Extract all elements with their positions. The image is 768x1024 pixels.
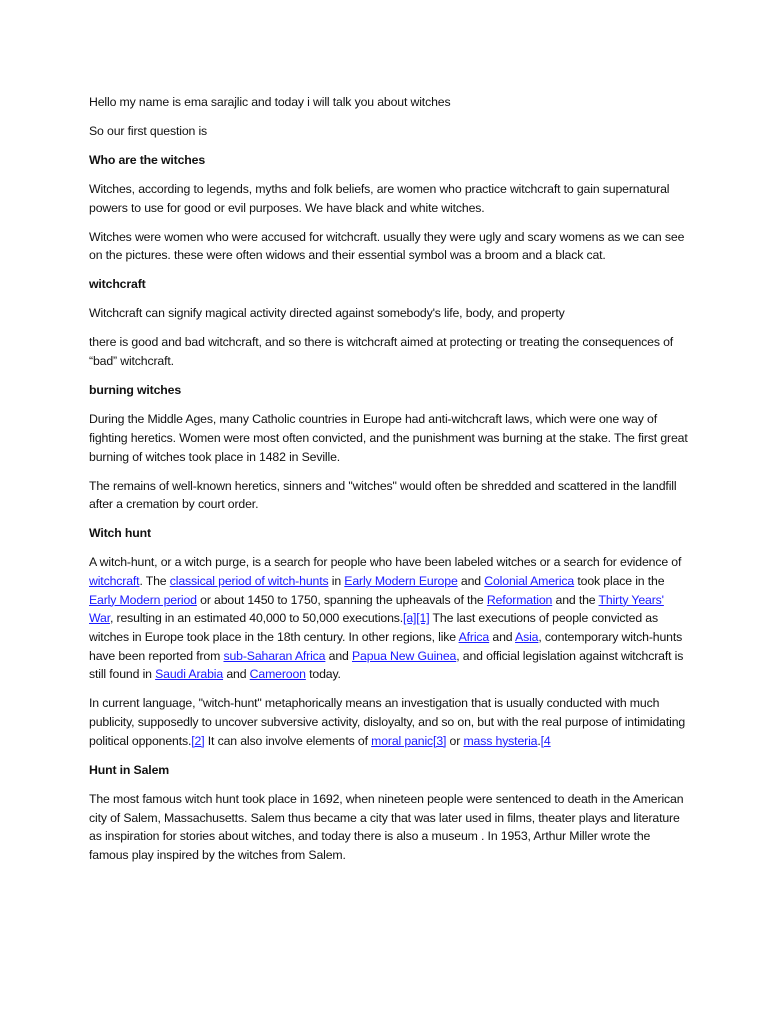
text: today.	[305, 667, 341, 682]
text: , contemporary witch-hunts have been reported from	[89, 630, 683, 663]
intro-line: Hello my name is ema sarajlic and today i will talk you about witches	[89, 95, 451, 109]
link-moral-panic[interactable]: moral panic[3]	[371, 733, 447, 748]
who-paragraph-1: Witches, according to legends, myths and folk beliefs, are women who practice witchcraft to gain supernatural powers to use for good or evil purposes. We have black and white witches.	[89, 182, 670, 215]
link-mass-hysteria[interactable]: mass hysteria	[463, 733, 538, 748]
text: and	[489, 630, 516, 645]
text: in	[328, 573, 345, 588]
witchcraft-paragraph-1: Witchcraft can signify magical activity directed against somebody's life, body, and property	[89, 306, 565, 321]
footnote-link-a[interactable]: [a]	[403, 611, 417, 626]
text: .	[537, 733, 541, 748]
link-papua-new-guinea[interactable]: Papua New Guinea	[351, 648, 457, 663]
burning-paragraph-1: During the Middle Ages, many Catholic countries in Europe had anti-witchcraft laws, which were one way of fighting heretics. Women were most often convicted, and the punishment was burning at the stake. The first great burning of witches took place in 1482 in Seville.	[89, 412, 688, 464]
link-saudi-arabia[interactable]: Saudi Arabia	[155, 667, 224, 682]
text: or	[446, 733, 464, 748]
footnote-link-2[interactable]: [2]	[191, 733, 205, 748]
link-asia[interactable]: Asia	[515, 630, 539, 645]
link-africa[interactable]: Africa	[458, 630, 490, 645]
link-colonial-america[interactable]: Colonial America	[484, 573, 575, 588]
link-thirty-years-war[interactable]: Thirty Years' War	[89, 592, 664, 626]
footnote-link-1[interactable]: [1]	[416, 611, 430, 626]
salem-paragraph: The most famous witch hunt took place in 1692, when nineteen people were sentenced to death in the American city of Salem, Massachusetts. Salem thus became a city that was later used in films, theater plays and literature as inspiration for stories about witches, and today there is also a museum . In 1953, Arthur Miller wrote the famous play inspired by the witches from Salem.	[89, 791, 684, 862]
heading-witch-hunt: Witch hunt	[89, 526, 151, 541]
link-classical-period-of-witch-hunts[interactable]: classical period of witch-hunts	[169, 573, 329, 588]
text: , and official legislation against witchcraft is still found in	[89, 648, 684, 682]
link-sub-saharan-africa[interactable]: sub-Saharan Africa	[223, 648, 326, 663]
text: It can also involve elements of	[204, 733, 372, 748]
text: In current language, "witch-hunt" metaphorically means an investigation that is usually conducted with much publicity, supposedly to uncover subversive activity, disloyalty, and so on, but with the real purpose of intimidating political opponents.	[89, 696, 686, 748]
text: and	[223, 667, 250, 682]
text: and	[325, 648, 352, 663]
text: A witch-hunt, or a witch purge, is a search for people who have been labeled witches or a search for evidence of	[89, 555, 682, 570]
heading-who-are-the-witches: Who are the witches	[89, 153, 206, 167]
witchcraft-paragraph-2: there is good and bad witchcraft, and so there is witchcraft aimed at protecting or treating the consequences of “bad” witchcraft.	[89, 335, 674, 369]
link-reformation[interactable]: Reformation	[486, 592, 553, 607]
link-early-modern-period[interactable]: Early Modern period	[89, 592, 197, 607]
witch-hunt-paragraph-2	[89, 694, 689, 750]
text: and	[457, 573, 485, 588]
first-question-line: So our first question is	[89, 124, 208, 138]
text: or about 1450 to 1750, spanning the upheavals of the	[196, 592, 487, 607]
text: , resulting in an estimated 40,000 to 50,000 executions.	[109, 611, 404, 626]
heading-burning-witches: burning witches	[89, 383, 182, 398]
witch-hunt-paragraph-1	[89, 553, 689, 684]
link-cameroon[interactable]: Cameroon	[249, 667, 306, 682]
document-body	[89, 93, 689, 875]
footnote-link-4[interactable]: [4	[540, 733, 551, 748]
link-witchcraft[interactable]: witchcraft	[89, 573, 140, 588]
text: . The	[139, 573, 170, 588]
heading-witchcraft: witchcraft	[89, 277, 146, 292]
text: took place in the	[574, 573, 665, 588]
burning-paragraph-2: The remains of well-known heretics, sinners and "witches" would often be shredded and scattered in the landfill after a cremation by court order.	[89, 478, 677, 512]
link-early-modern-europe[interactable]: Early Modern Europe	[344, 573, 458, 588]
heading-hunt-in-salem: Hunt in Salem	[89, 762, 170, 777]
who-paragraph-2: Witches were women who were accused for witchcraft. usually they were ugly and scary womens as we can see on the pictures. these were often widows and their essential symbol was a broom and a black cat.	[89, 229, 685, 263]
text: The last executions of people convicted as witches in Europe took place in the 18th century. In other regions, like	[89, 611, 658, 645]
text: and the	[552, 592, 599, 607]
